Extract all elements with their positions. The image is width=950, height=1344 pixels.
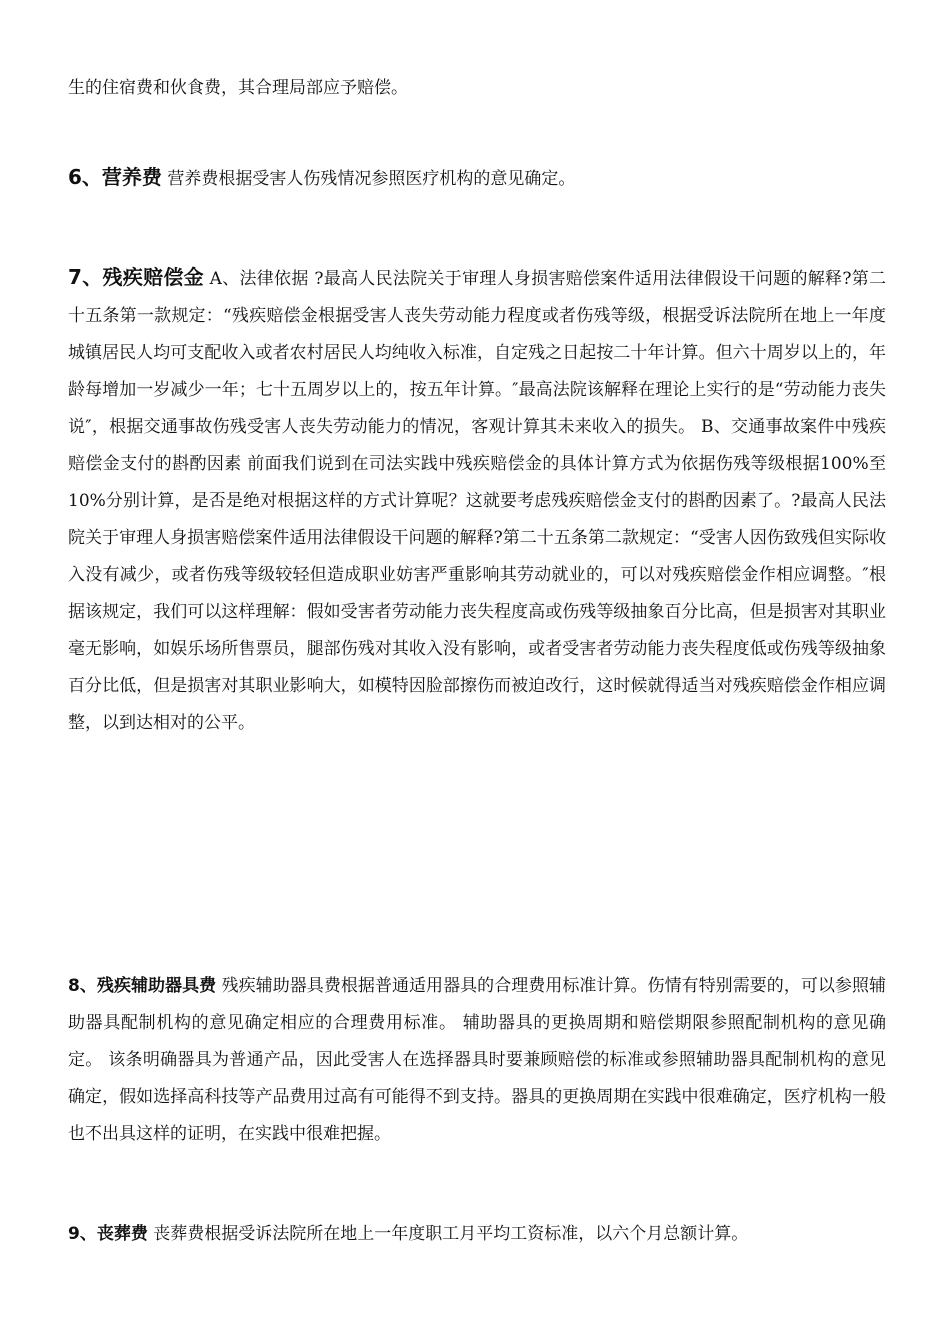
section-6-nutrition-fee bbox=[68, 159, 886, 198]
section-heading: 6、营养费 bbox=[68, 165, 162, 189]
section-text: 残疾辅助器具费根据普通适用器具的合理费用标准计算。伤情有特别需要的，可以参照辅助器具配制机构的意见确定相应的合理费用标准。 辅助器具的更换周期和赔偿期限参照配制机构的意见确定。 该条明确器具为普通产品，因此受害人在选择器具时要兼顾赔偿的标准或参照辅助器具配制机构的意见确定，假如选择高科技等产品费用过高有可能得不到支持。器具的更换周期在实践中很难确定，医疗机构一般也不出具这样的证明，在实践中很难把握。 bbox=[68, 976, 886, 1144]
section-7-disability-compensation bbox=[68, 259, 886, 742]
section-text: A、法律依据 ?最高人民法院关于审理人身损害赔偿案件适用法律假设干问题的解释?第二十五条第一款规定：“残疾赔偿金根据受害人丧失劳动能力程度或者伤残等级，根据受诉法院所在地上一年度城镇居民人均可支配收入或者农村居民人均纯收入标准，自定残之日起按二十年计算。但六十周岁以上的，年龄每增加一岁减少一年；七十五周岁以上的，按五年计算。″最高法院该解释在理论上实行的是“劳动能力丧失说″，根据交通事故伤残受害人丧失劳动能力的情况，客观计算其未来收入的损失。 B、交通事故案件中残疾赔偿金支付的斟酌因素 前面我们说到在司法实践中残疾赔偿金的具体计算方式为依据伤残等级根据100%至10%分别计算，是否是绝对根据这样的方式计算呢？这就要考虑残疾赔偿金支付的斟酌因素了。?最高人民法院关于审理人身损害赔偿案件适用法律假设干问题的解释?第二十五条第二款规定：“受害人因伤致残但实际收入没有减少，或者伤残等级较轻但造成职业妨害严重影响其劳动就业的，可以对残疾赔偿金作相应调整。″根据该规定，我们可以这样理解：假如受害者劳动能力丧失程度高或伤残等级抽象百分比高，但是损害对其职业毫无影响，如娱乐场所售票员，腿部伤残对其收入没有影响，或者受害者劳动能力丧失程度低或伤残等级抽象百分比低，但是损害对其职业影响大，如模特因脸部擦伤而被迫改行，这时候就得适当对残疾赔偿金作相应调整，以到达相对的公平。 bbox=[68, 269, 887, 733]
section-heading: 8、残疾辅助器具费 bbox=[68, 976, 217, 996]
section-text: 营养费根据受害人伤残情况参照医疗机构的意见确定。 bbox=[161, 169, 576, 189]
section-text: 丧葬费根据受诉法院所在地上一年度职工月平均工资标准，以六个月总额计算。 bbox=[147, 1224, 749, 1244]
paragraph-text: 生的住宿费和伙食费，其合理局部应予赔偿。 bbox=[68, 78, 408, 98]
section-heading: 7、残疾赔偿金 bbox=[68, 265, 204, 289]
section-9-funeral-fee bbox=[68, 1216, 886, 1253]
section-heading: 9、丧葬费 bbox=[68, 1224, 148, 1244]
paragraph-continuation bbox=[68, 70, 886, 107]
section-8-assistive-device-fee bbox=[68, 968, 886, 1153]
